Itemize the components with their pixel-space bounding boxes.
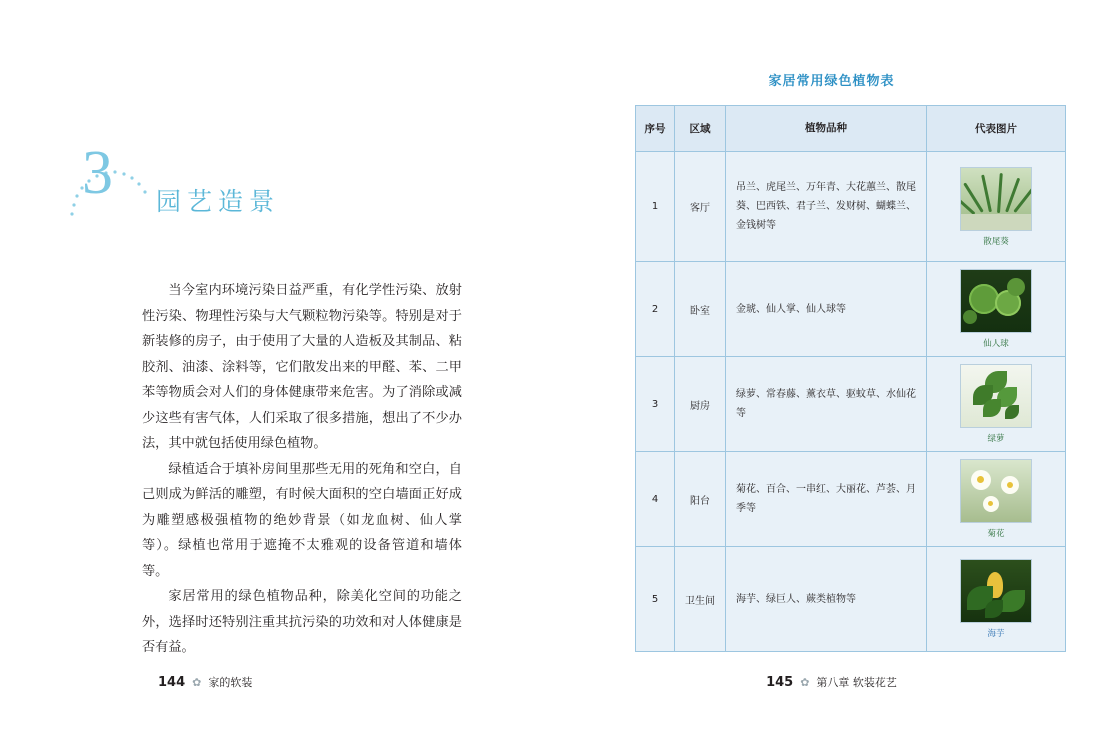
dotted-arc-decoration [66,152,162,248]
table-row [636,452,1066,547]
cell-no: 5 [636,547,675,652]
right-page [554,0,1109,750]
paragraph-1: 当今室内环境污染日益严重，有化学性污染、放射性污染、物理性污染与大气颗粒物污染等。特别是对于新装修的房子，由于使用了大量的人造板及其制品、粘胶剂、油漆、涂料等，它们散发出来的甲醛、苯、二甲苯等物质会对人们的身体健康带来危害。为了消除或减少这些有害气体，人们采取了很多措施，想出了不少办法，其中就包括使用绿色植物。 [142,283,462,451]
cell-area: 客厅 [675,152,726,262]
cell-kind: 菊花、百合、一串红、大丽花、芦荟、月季等 [726,452,927,547]
photo-caption: 绿萝 [987,434,1005,444]
flower-ornament-icon: ✿ [192,676,202,689]
chapter-title: 园艺造景 [156,187,281,216]
cell-area: 卧室 [675,262,726,357]
paragraph-3: 家居常用的绿色植物品种，除美化空间的功能之外，选择时还特别注重其抗污染的功效和对人体健康是否有益。 [142,589,462,655]
right-page-footer [554,674,1109,690]
left-page [0,0,554,750]
left-page-footer [158,674,252,690]
taro-photo [960,559,1032,623]
cell-picture [927,357,1066,452]
palm-photo [960,167,1032,231]
cell-kind: 金琥、仙人掌、仙人球等 [726,262,927,357]
cell-picture [927,547,1066,652]
page-number-left: 144 [158,674,186,690]
table-row [636,357,1066,452]
flower-ornament-icon: ✿ [800,676,810,689]
table-row [636,152,1066,262]
book-title-footer: 家的软装 [208,676,253,689]
plants-table [635,105,1066,652]
cell-no: 2 [636,262,675,357]
cell-area: 厨房 [675,357,726,452]
header-no: 序号 [636,106,675,152]
cell-area: 阳台 [675,452,726,547]
header-area: 区域 [675,106,726,152]
photo-caption: 菊花 [987,529,1005,539]
pothos-photo [960,364,1032,428]
photo-caption: 仙人球 [983,339,1009,349]
header-kind: 植物品种 [726,106,927,152]
page-number-right: 145 [766,674,794,690]
chapter-marker [72,139,142,220]
cell-kind: 绿萝、常春藤、薰衣草、驱蚊草、水仙花等 [726,357,927,452]
table-row [636,262,1066,357]
cell-area: 卫生间 [675,547,726,652]
body-text [142,278,462,661]
cell-kind: 海芋、绿巨人、蕨类植物等 [726,547,927,652]
cell-no: 4 [636,452,675,547]
chapter-number: 3 [82,139,113,207]
cell-picture [927,262,1066,357]
cell-picture [927,452,1066,547]
cell-no: 3 [636,357,675,452]
photo-caption: 海芋 [987,629,1005,639]
table-header-row [636,106,1066,152]
cell-kind: 吊兰、虎尾兰、万年青、大花蕙兰、散尾葵、巴西铁、君子兰、发财树、蝴蝶兰、金钱树等 [726,152,927,262]
photo-caption: 散尾葵 [983,236,1009,247]
chapter-footer-text: 第八章 软装花艺 [816,676,897,689]
cell-picture [927,152,1066,262]
cactus-photo [960,269,1032,333]
header-picture: 代表图片 [927,106,1066,152]
cell-no: 1 [636,152,675,262]
daisy-photo [960,459,1032,523]
table-row [636,547,1066,652]
table-title: 家居常用绿色植物表 [768,74,895,89]
paragraph-2: 绿植适合于填补房间里那些无用的死角和空白，自己则成为鲜活的雕塑，有时候大面积的空白墙面正好成为雕塑感极强植物的绝妙背景（如龙血树、仙人掌等）。绿植也常用于遮掩不太雅观的设备管道和墙体等。 [142,461,462,579]
